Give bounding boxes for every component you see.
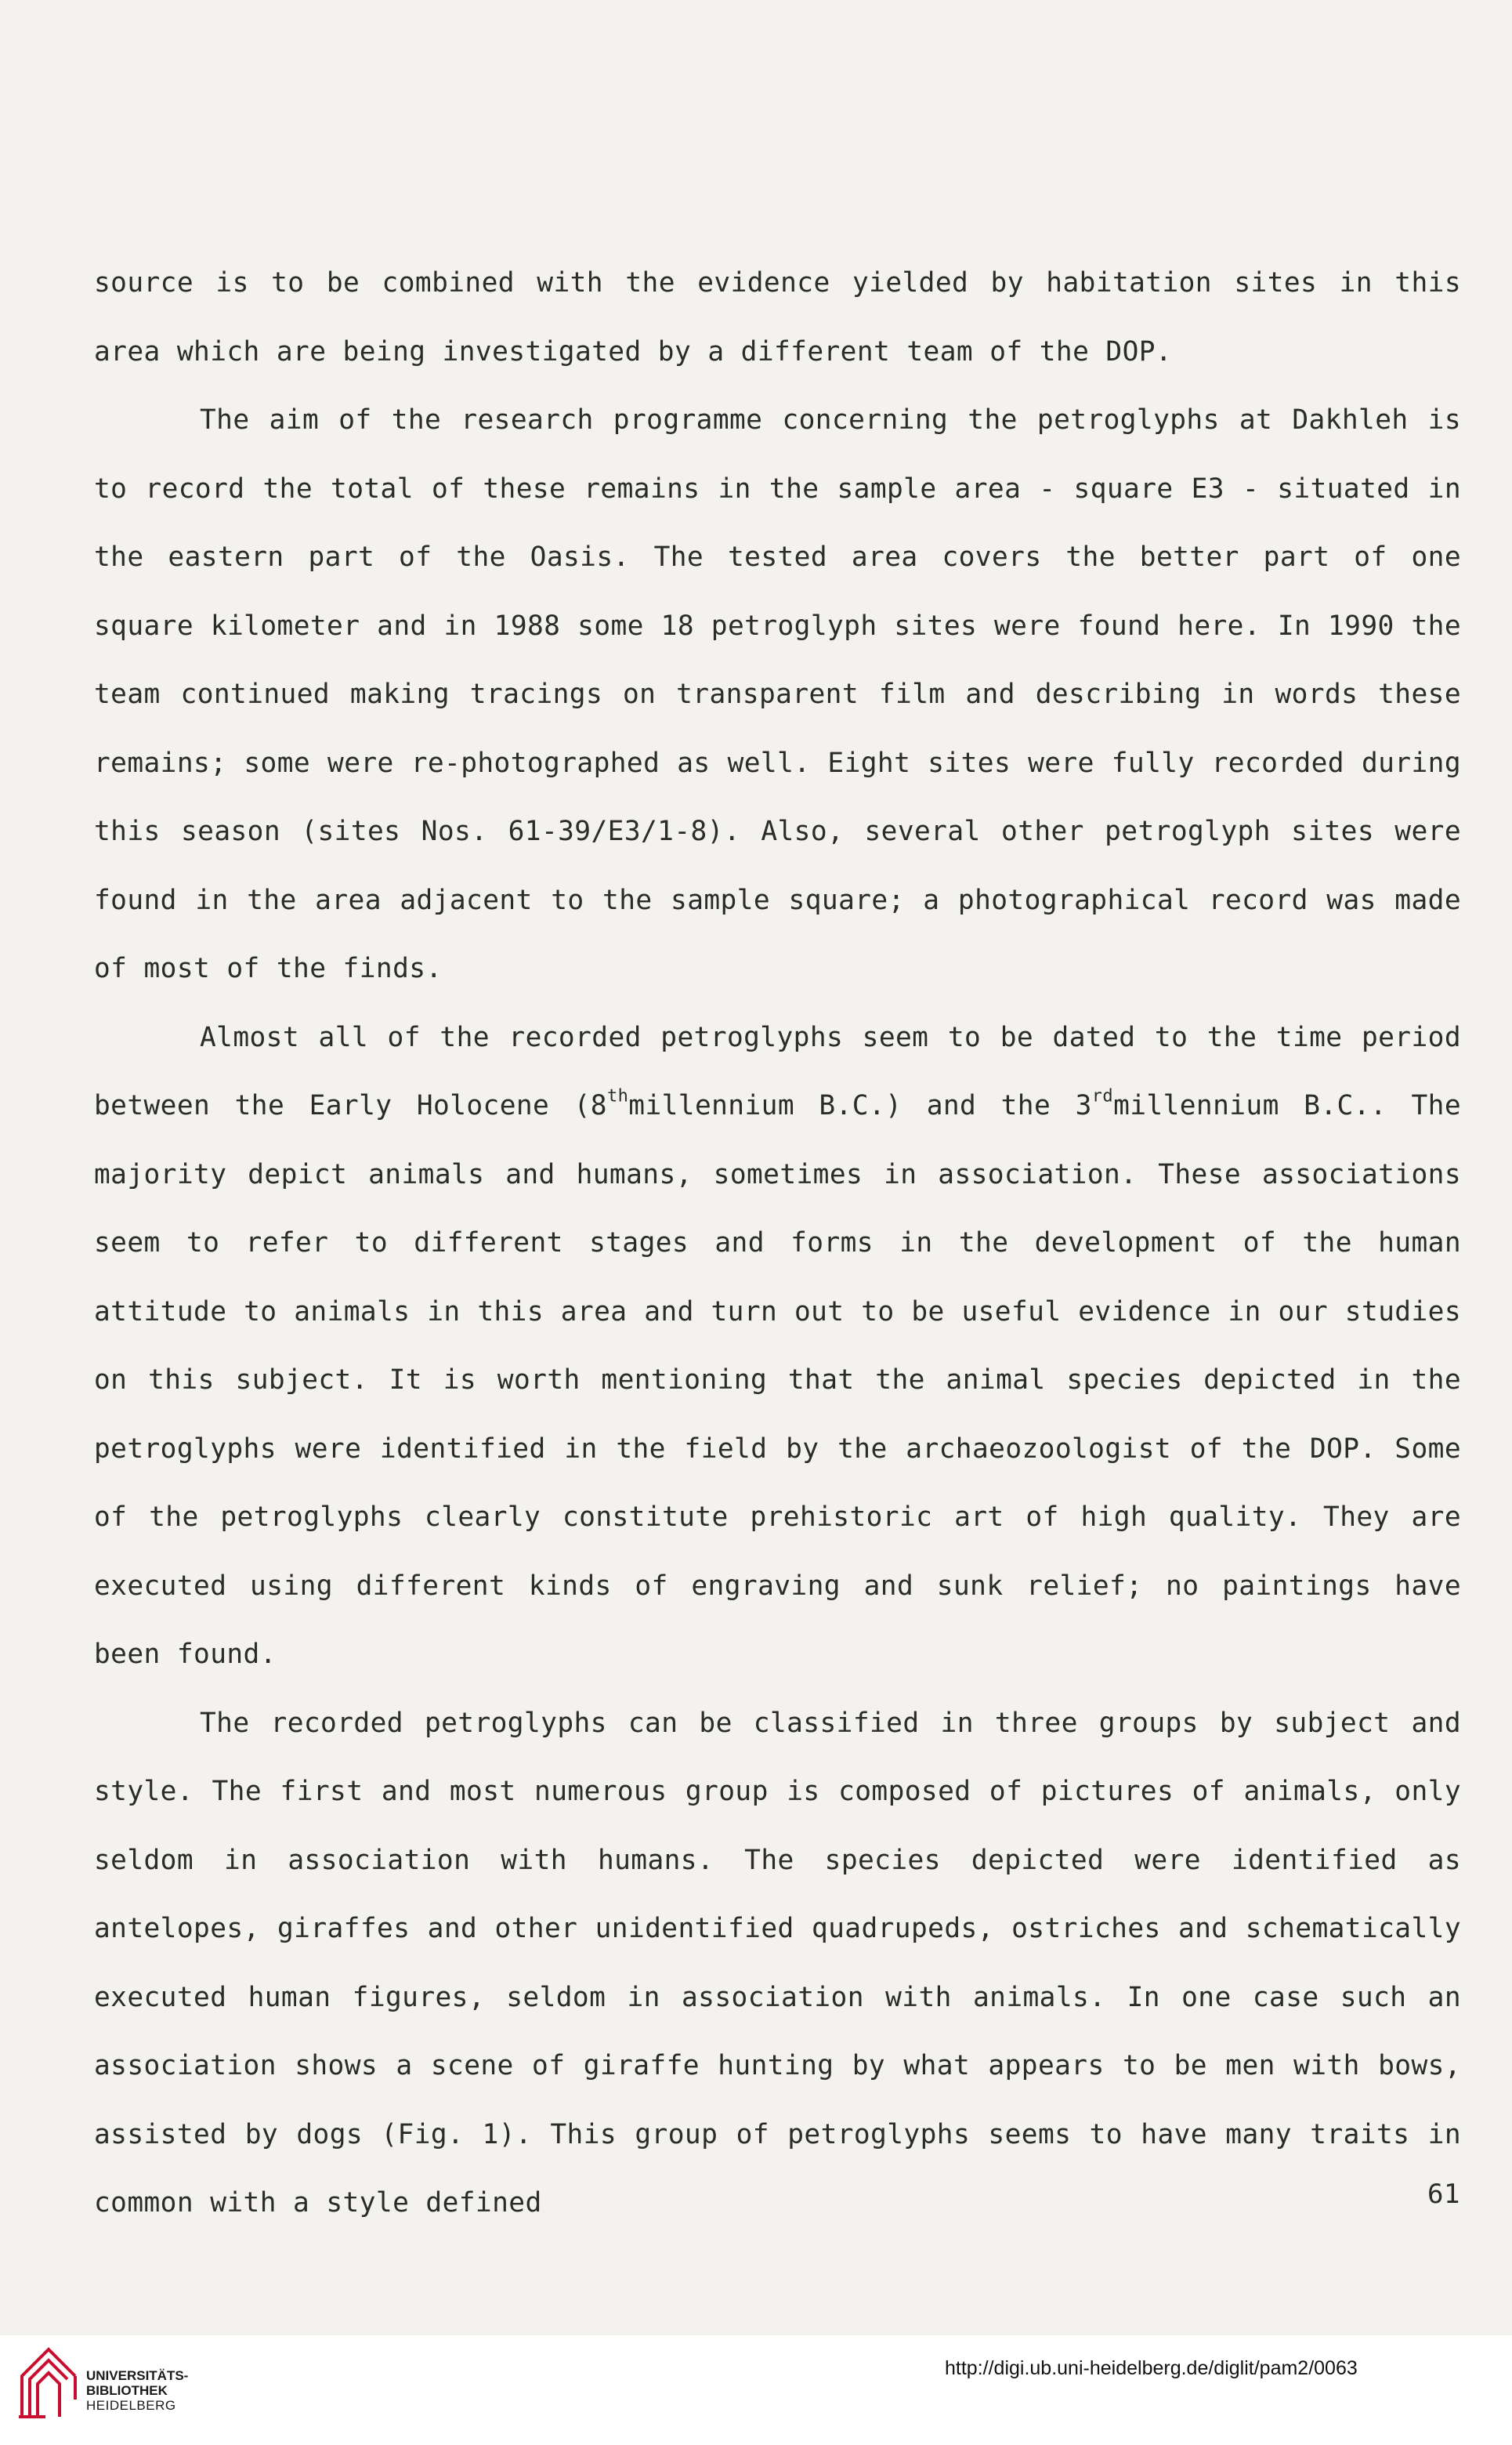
- library-name: [86, 2368, 188, 2413]
- paragraph-text: Almost all of the recorded petroglyphs seem to be dated to the time period between the Early Holocene (8: [94, 1021, 1461, 1121]
- paragraph-text: The recorded petroglyphs can be classified in three groups by subject and style. The first and most numerous group is composed of pictures of animals, only seldom in association with humans. The species depicted were identified as antelopes, giraffes and other unidentified quadrupeds, ostriches and schematically executed human figures, seldom in association with animals. In one case such an association shows a scene of giraffe hunting by what appears to be men with bows, assisted by dogs (Fig. 1). This group of petroglyphs seems to have many traits in common with a style defined: [94, 1707, 1461, 2219]
- superscript-text: th: [606, 1086, 629, 1107]
- paragraph-text: source is to be combined with the evidence yielded by habitation sites in this area which are being investigated by a different team of the DOP.: [94, 267, 1461, 368]
- paragraph: [94, 1690, 1461, 2238]
- paragraph: [94, 249, 1461, 386]
- library-name-line1: UNIVERSITÄTS-: [86, 2368, 189, 2383]
- library-name-line2: BIBLIOTHEK: [86, 2383, 168, 2398]
- paragraph-text: The aim of the research programme concerning the petroglyphs at Dakhleh is to record the total of these remains in the sample area - square E3 - situated in the eastern part of the Oasis. The tested area covers the better part of one square kilometer and in 1988 some 18 petroglyph sites were found here. In 1990 the team continued making tracings on transparent film and describing in words these remains; some were re-photographed as well. Eight sites were fully recorded during this season (sites Nos. 61-39/E3/1-8). Also, several other petroglyph sites were found in the area adjacent to the sample square; a photographical record was made of most of the finds.: [94, 404, 1461, 984]
- paragraph: [94, 1004, 1461, 1690]
- source-url-link[interactable]: http://digi.ub.uni-heidelberg.de/diglit/pam2/0063: [945, 2357, 1358, 2379]
- footer-bar: [0, 2335, 1512, 2445]
- page-number: 61: [1427, 2179, 1460, 2210]
- superscript-text: rd: [1091, 1086, 1114, 1107]
- paragraph: [94, 386, 1461, 1004]
- paragraph-text: millennium B.C.) and the 3: [628, 1090, 1092, 1121]
- library-logo-icon: [17, 2345, 80, 2420]
- body-text: [94, 249, 1461, 2238]
- paragraph-text: millennium B.C.. The majority depict animals and humans, sometimes in association. These associations seem to refer to different stages and forms in the development of the human attitude to animals in this area and turn out to be useful evidence in our studies on this subject. It is worth mentioning that the animal species depicted in the petroglyphs were identified in the field by the archaeozoologist of the DOP. Some of the petroglyphs clearly constitute prehistoric art of high quality. They are executed using different kinds of engraving and sunk relief; no paintings have been found.: [94, 1090, 1461, 1670]
- library-name-line3: HEIDELBERG: [86, 2398, 176, 2413]
